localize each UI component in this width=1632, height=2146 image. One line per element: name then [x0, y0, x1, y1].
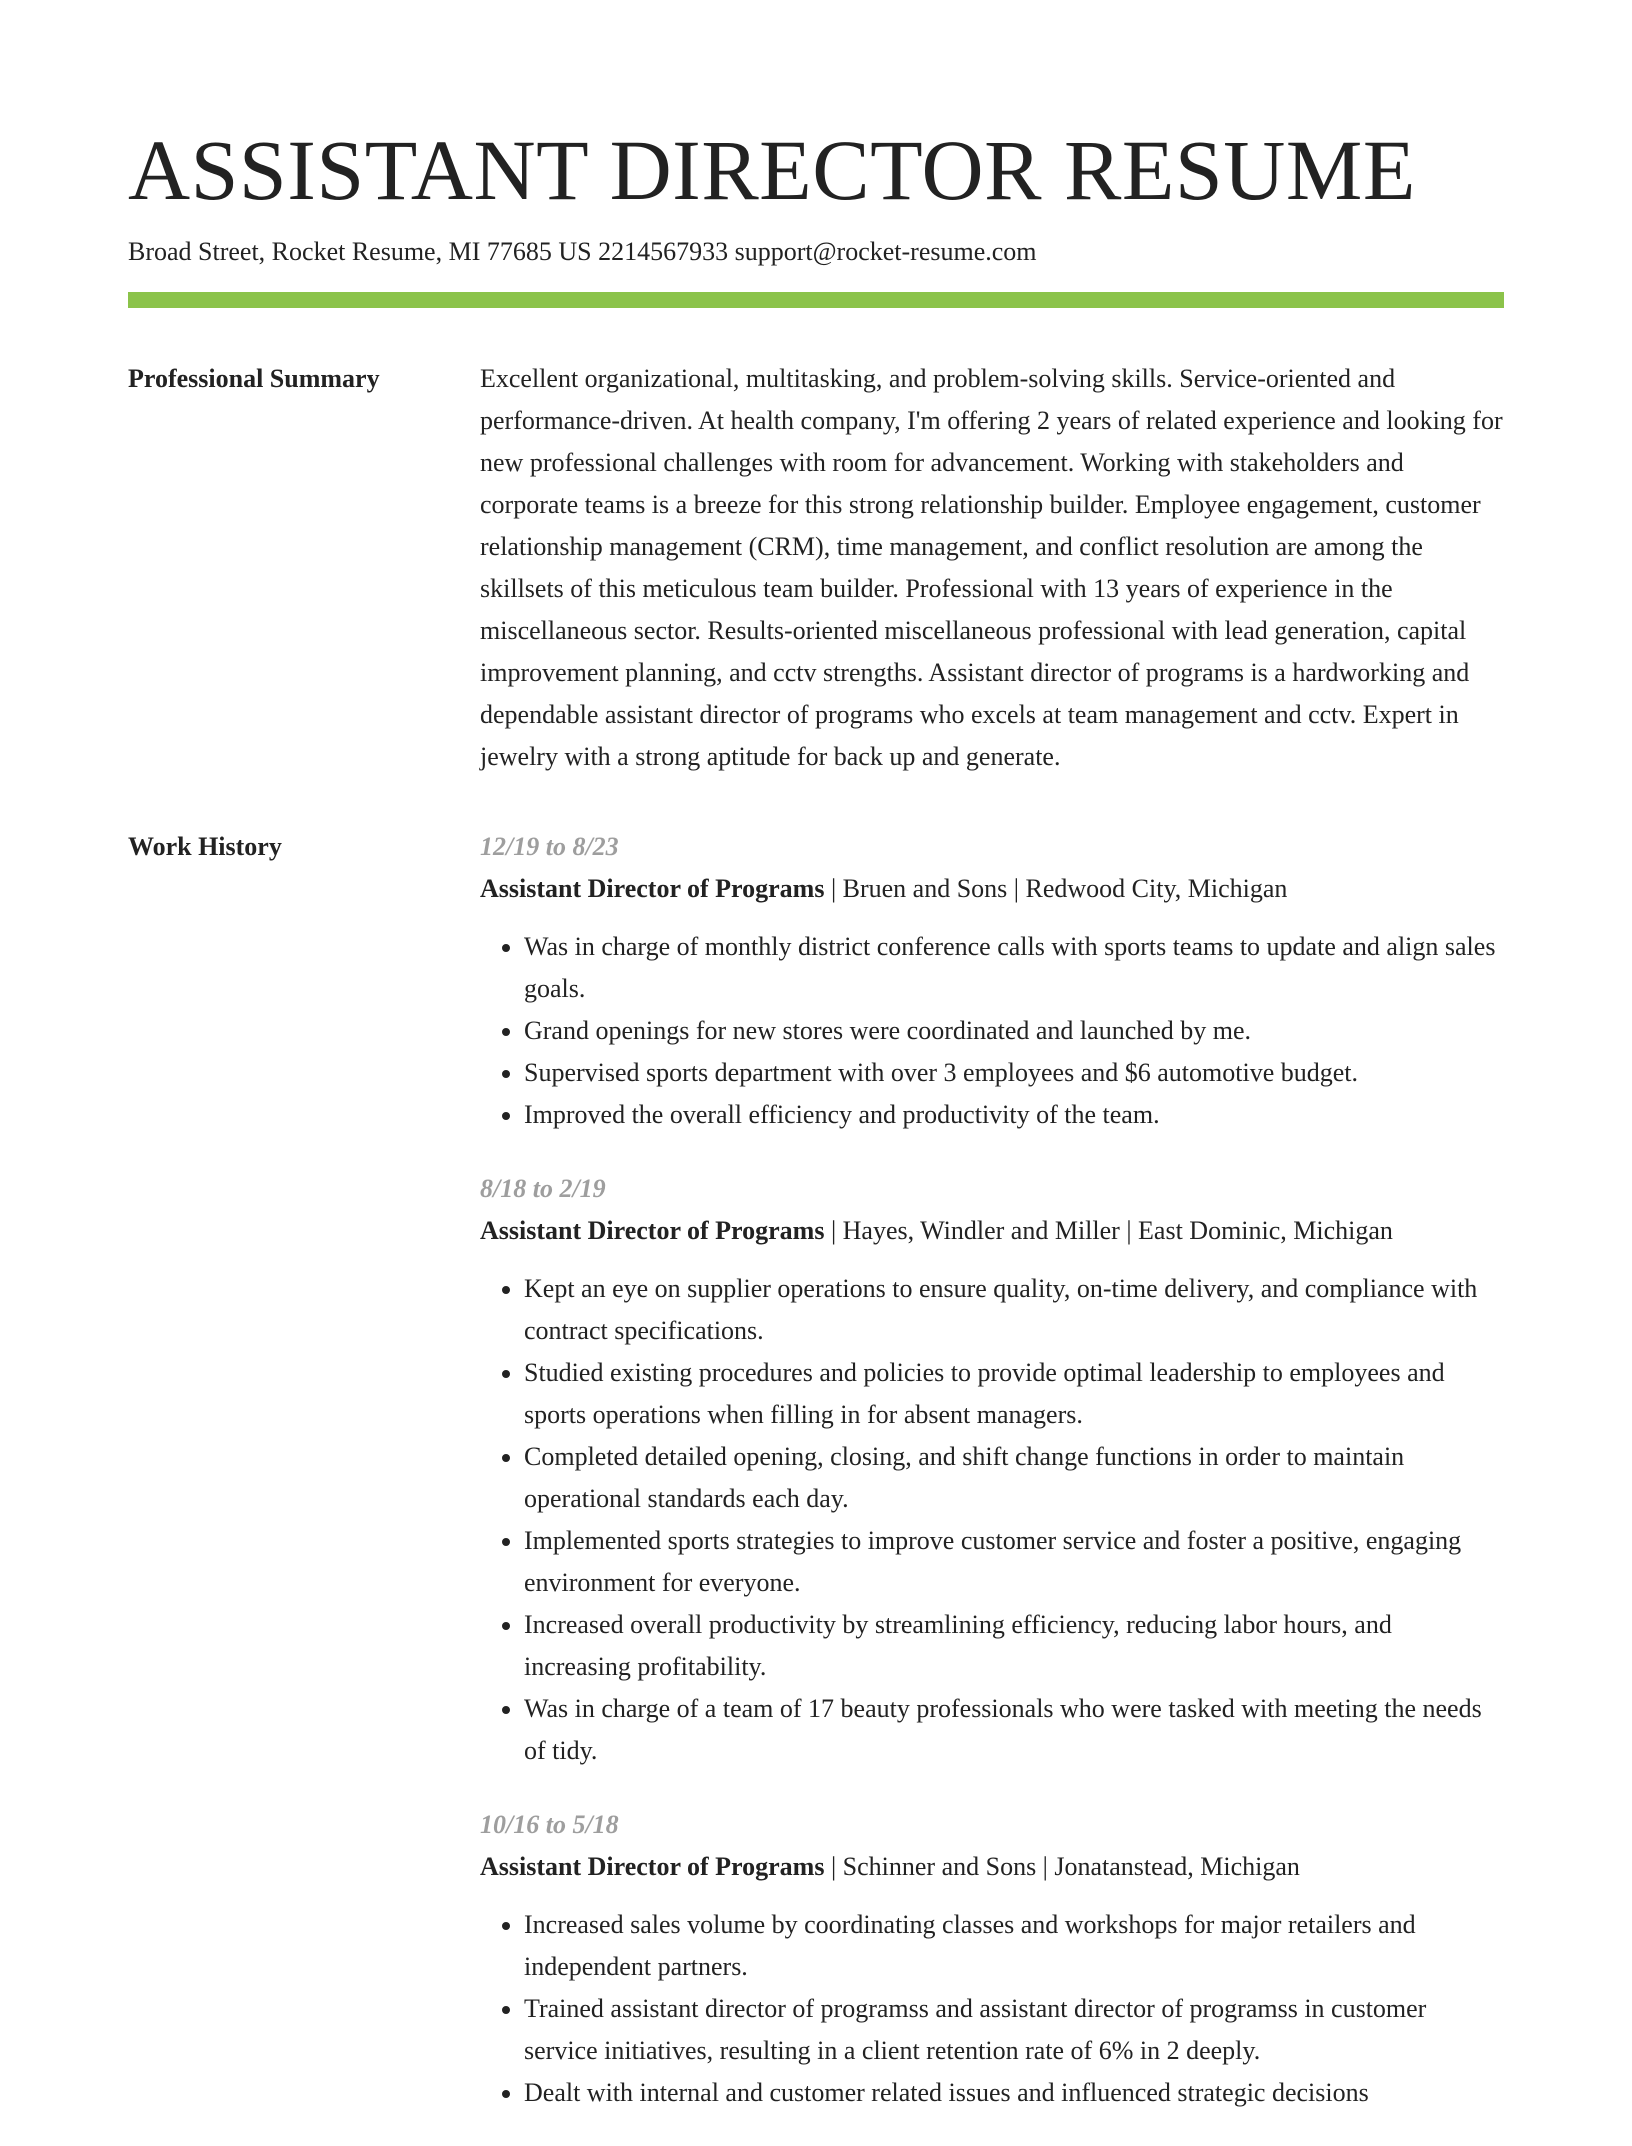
job-bullet: • Increased overall productivity by streamlining efficiency, reducing labor hours, and increasing profitability.	[524, 1604, 1504, 1688]
job-bullet: • Implemented sports strategies to improve customer service and foster a positive, engaging environment for everyone.	[524, 1520, 1504, 1604]
header-divider	[128, 292, 1504, 308]
job-title: Assistant Director of Programs	[480, 1852, 825, 1881]
job-details: | Bruen and Sons | Redwood City, Michigan	[824, 874, 1288, 903]
job-dates: 8/18 to 2/19	[480, 1174, 606, 1203]
work-history-section	[128, 826, 1504, 2146]
job-title: Assistant Director of Programs	[480, 874, 825, 903]
contact-line: Broad Street, Rocket Resume, MI 77685 US 2214567933 support@rocket-resume.com	[128, 237, 1037, 266]
work-history-body	[480, 826, 1504, 2146]
professional-summary-section	[128, 358, 1504, 778]
job-bullet: • Was in charge of a team of 17 beauty professionals who were tasked with meeting the needs of tidy.	[524, 1688, 1504, 1772]
job-heading	[480, 868, 1504, 910]
job-bullet: • Was in charge of monthly district conference calls with sports teams to update and align sales goals.	[524, 926, 1504, 1010]
job-bullet: • Grand openings for new stores were coordinated and launched by me.	[524, 1010, 1504, 1052]
job-bullet-list	[480, 1268, 1504, 1772]
job-bullet: • Trained assistant director of programss and assistant director of programss in customer service initiatives, resulting in a client retention rate of 6% in 2 deeply.	[524, 1988, 1504, 2072]
job-heading	[480, 1846, 1504, 1888]
resume-page	[128, 0, 1504, 2146]
resume-title: ASSISTANT DIRECTOR RESUME	[128, 122, 1416, 218]
summary-body	[480, 358, 1504, 778]
job-entry	[480, 1168, 1504, 1772]
section-label-summary: Professional Summary	[128, 364, 380, 393]
job-bullet: • Studied existing procedures and policies to provide optimal leadership to employees and sports operations when filling in for absent managers.	[524, 1352, 1504, 1436]
job-dates: 12/19 to 8/23	[480, 832, 619, 861]
section-label-work-history: Work History	[128, 832, 282, 861]
job-bullet: • Supervised sports department with over 3 employees and $6 automotive budget.	[524, 1052, 1504, 1094]
summary-text: Excellent organizational, multitasking, and problem-solving skills. Service-oriented and performance-driven. At health company, I'm offering 2 years of related experience and looking for new professional challenges with room for advancement. Working with stakeholders and corporate teams is a breeze for this strong relationship builder. Employee engagement, customer relationship management (CRM), time management, and conflict resolution are among the skillsets of this meticulous team builder. Professional with 13 years of experience in the miscellaneous sector. Results-oriented miscellaneous professional with lead generation, capital improvement planning, and cctv strengths. Assistant director of programs is a hardworking and dependable assistant director of programs who excels at team management and cctv. Expert in jewelry with a strong aptitude for back up and generate.	[480, 364, 1503, 771]
job-dates: 10/16 to 5/18	[480, 1810, 619, 1839]
job-bullet-list	[480, 1904, 1504, 2114]
job-bullet: • Completed detailed opening, closing, and shift change functions in order to maintain operational standards each day.	[524, 1436, 1504, 1520]
job-bullet: • Kept an eye on supplier operations to ensure quality, on-time delivery, and compliance with contract specifications.	[524, 1268, 1504, 1352]
job-bullet: • Increased sales volume by coordinating classes and workshops for major retailers and independent partners.	[524, 1904, 1504, 1988]
job-heading	[480, 1210, 1504, 1252]
job-bullet: • Dealt with internal and customer related issues and influenced strategic decisions	[524, 2072, 1504, 2114]
job-title: Assistant Director of Programs	[480, 1216, 825, 1245]
job-details: | Schinner and Sons | Jonatanstead, Michigan	[824, 1852, 1300, 1881]
job-bullet: • Improved the overall efficiency and productivity of the team.	[524, 1094, 1504, 1136]
job-entry	[480, 1804, 1504, 2114]
job-bullet-list	[480, 926, 1504, 1136]
job-details: | Hayes, Windler and Miller | East Dominic, Michigan	[824, 1216, 1393, 1245]
job-entry	[480, 826, 1504, 1136]
